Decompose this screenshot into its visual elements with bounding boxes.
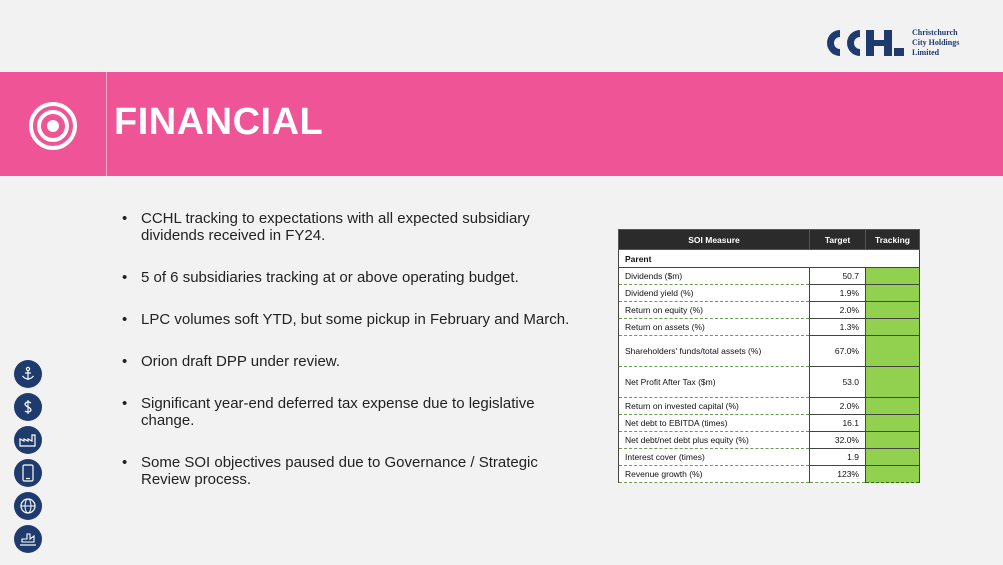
measure-cell: Interest cover (times) <box>619 449 810 466</box>
tracking-status-cell <box>866 336 920 367</box>
target-cell: 53.0 <box>810 367 866 398</box>
target-cell: 50.7 <box>810 268 866 285</box>
target-cell: 123% <box>810 466 866 483</box>
target-cell: 2.0% <box>810 302 866 319</box>
logo-text <box>912 28 959 58</box>
globe-icon <box>14 492 42 520</box>
tracking-status-cell <box>866 449 920 466</box>
target-cell: 1.9 <box>810 449 866 466</box>
measure-cell: Shareholders' funds/total assets (%) <box>619 336 810 367</box>
measure-cell: Revenue growth (%) <box>619 466 810 483</box>
bullet-item: • Some SOI objectives paused due to Governance / Strategic Review process. <box>122 454 582 488</box>
measure-cell: Dividend yield (%) <box>619 285 810 302</box>
table-row <box>619 268 920 285</box>
table-row <box>619 285 920 302</box>
table-row <box>619 302 920 319</box>
bullet-item: • Orion draft DPP under review. <box>122 353 582 370</box>
anchor-icon <box>14 360 42 388</box>
table-row <box>619 336 920 367</box>
plane-icon <box>14 525 42 553</box>
phone-icon <box>14 459 42 487</box>
soi-measures-table <box>618 229 920 483</box>
target-cell: 16.1 <box>810 415 866 432</box>
page-title: FINANCIAL <box>114 101 324 143</box>
tracking-status-cell <box>866 285 920 302</box>
tracking-status-cell <box>866 268 920 285</box>
bullet-item: • CCHL tracking to expectations with all expected subsidiary dividends received in FY24. <box>122 210 582 244</box>
target-icon <box>27 100 79 152</box>
tracking-status-cell <box>866 398 920 415</box>
bullet-item: • LPC volumes soft YTD, but some pickup in February and March. <box>122 311 582 328</box>
tracking-status-cell <box>866 367 920 398</box>
logo-line: Limited <box>912 48 940 57</box>
target-cell: 67.0% <box>810 336 866 367</box>
measure-cell: Return on equity (%) <box>619 302 810 319</box>
currency-icon <box>14 393 42 421</box>
table-header-row <box>619 230 920 250</box>
header-tracking: Tracking <box>866 230 920 250</box>
tracking-status-cell <box>866 302 920 319</box>
table-row <box>619 466 920 483</box>
company-logo <box>826 28 959 58</box>
side-icon-column <box>14 360 42 558</box>
measure-cell: Return on invested capital (%) <box>619 398 810 415</box>
measure-cell: Net Profit After Tax ($m) <box>619 367 810 398</box>
target-cell: 1.9% <box>810 285 866 302</box>
tracking-status-cell <box>866 466 920 483</box>
logo-line: Christchurch <box>912 28 958 37</box>
group-label: Parent <box>619 250 920 268</box>
table-row <box>619 319 920 336</box>
table-row <box>619 415 920 432</box>
measure-cell: Net debt/net debt plus equity (%) <box>619 432 810 449</box>
header-target: Target <box>810 230 866 250</box>
bullet-list <box>122 210 582 513</box>
table-row <box>619 432 920 449</box>
measure-cell: Net debt to EBITDA (times) <box>619 415 810 432</box>
factory-icon <box>14 426 42 454</box>
tracking-status-cell <box>866 432 920 449</box>
measure-cell: Return on assets (%) <box>619 319 810 336</box>
target-cell: 2.0% <box>810 398 866 415</box>
table-row <box>619 398 920 415</box>
header-measure: SOI Measure <box>619 230 810 250</box>
table-row <box>619 367 920 398</box>
group-row <box>619 250 920 268</box>
tracking-status-cell <box>866 415 920 432</box>
measure-cell: Dividends ($m) <box>619 268 810 285</box>
tracking-status-cell <box>866 319 920 336</box>
target-cell: 1.3% <box>810 319 866 336</box>
bullet-item: • Significant year-end deferred tax expense due to legislative change. <box>122 395 582 429</box>
table-row <box>619 449 920 466</box>
cchl-logo-icon <box>826 28 906 58</box>
bullet-item: • 5 of 6 subsidiaries tracking at or above operating budget. <box>122 269 582 286</box>
logo-line: City Holdings <box>912 38 960 47</box>
target-cell: 32.0% <box>810 432 866 449</box>
